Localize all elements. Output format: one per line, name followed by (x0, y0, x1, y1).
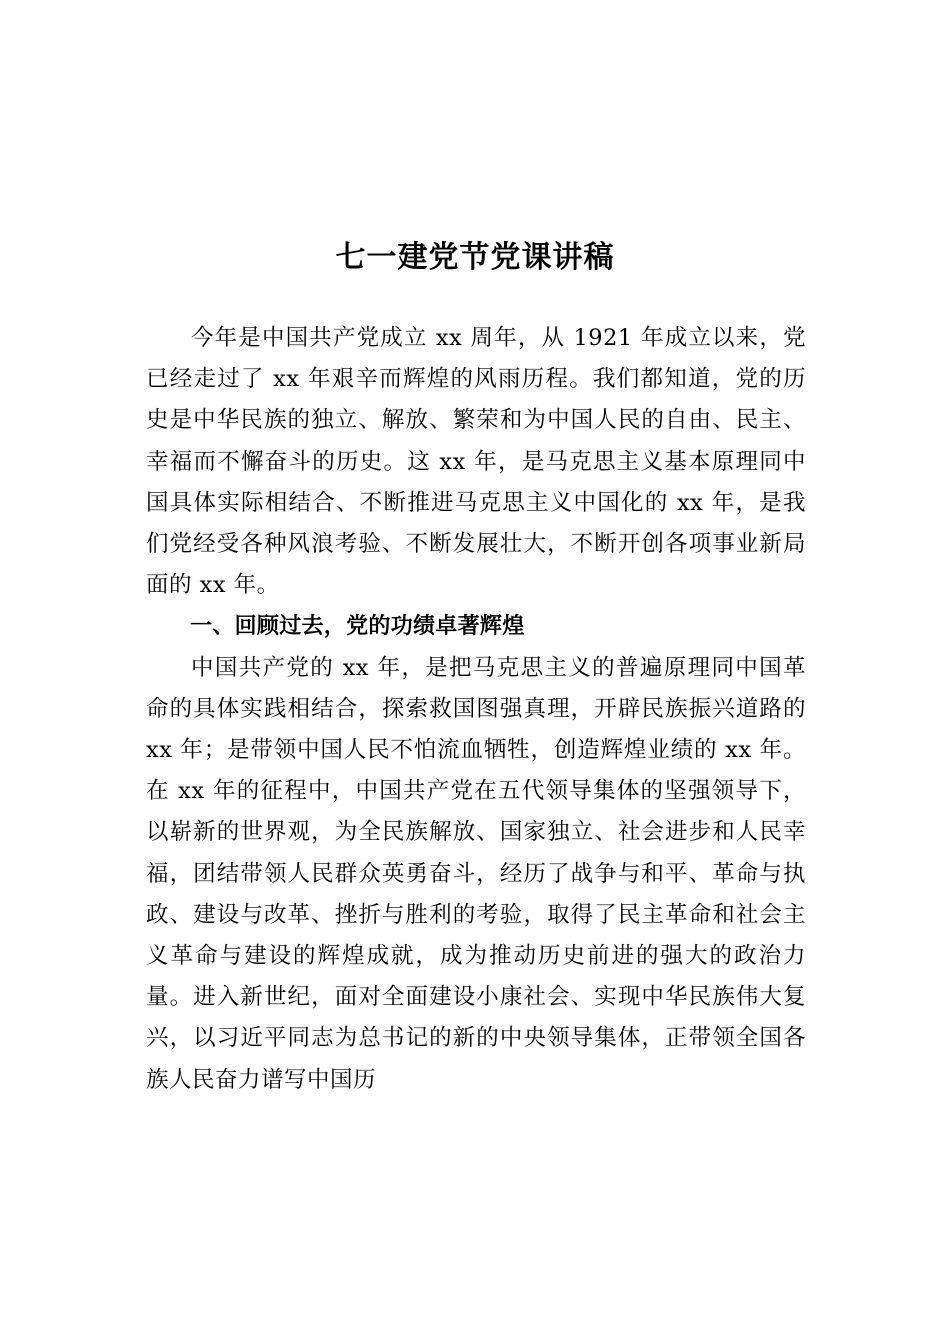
section-paragraph: 中国共产党的 xx 年，是把马克思主义的普遍原理同中国革命的具体实践相结合，探索救国图强真理，开辟民族振兴道路的 xx 年；是带领中国人民不怕流血牺牲，创造辉煌业绩的 xx 年。在 xx 年的征程中，中国共产党在五代领导集体的坚强领导下，以崭新的世界观，为全民族解放、国家独立、社会进步和人民幸福，团结带领人民群众英勇奋斗，经历了战争与和平、革命与执政、建设与改革、挫折与胜利的考验，取得了民主革命和社会主义革命与建设的辉煌成就，成为推动历史前进的强大的政治力量。进入新世纪，面对全面建设小康社会、实现中华民族伟大复兴，以习近平同志为总书记的新的中央领导集体，正带领全国各族人民奋力谱写中国历 (146, 654, 806, 1093)
document-body (146, 318, 806, 1101)
section-heading: 一、回顾过去，党的功绩卓著辉煌 (190, 614, 525, 640)
document-title: 七一建党节党课讲稿 (335, 240, 615, 275)
intro-paragraph: 今年是中国共产党成立 xx 周年，从 1921 年成立以来，党已经走过了 xx 年艰辛而辉煌的风雨历程。我们都知道，党的历史是中华民族的独立、解放、繁荣和为中国人民的自由、民主、幸福而不懈奋斗的历史。这 xx 年，是马克思主义基本原理同中国具体实际相结合、不断推进马克思主义中国化的 xx 年，是我们党经受各种风浪考验、不断发展壮大，不断开创各项事业新局面的 xx 年。 (146, 325, 806, 599)
